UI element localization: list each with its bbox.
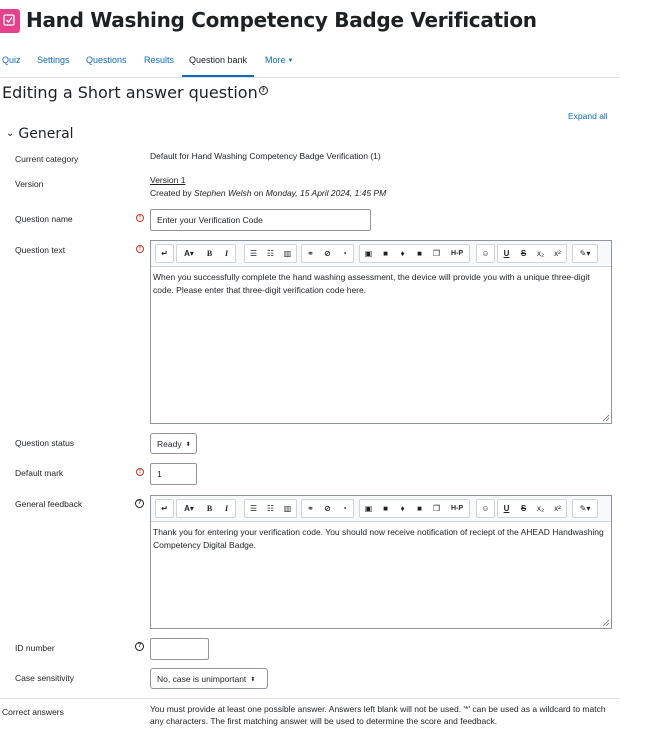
- help-icon[interactable]: ?: [259, 86, 268, 95]
- question-status-label: Question status: [15, 438, 75, 448]
- required-icon: !: [136, 214, 144, 222]
- link-icon[interactable]: ⚭: [307, 504, 314, 513]
- record-video-icon[interactable]: ■: [417, 504, 422, 513]
- underline-icon[interactable]: U: [503, 504, 510, 513]
- page-header: [0, 6, 663, 36]
- unordered-list-icon[interactable]: ☰: [249, 249, 258, 258]
- editor-toolbar: [151, 496, 611, 522]
- help-icon[interactable]: ?: [135, 642, 144, 651]
- tab-results[interactable]: Results: [144, 55, 175, 65]
- unordered-list-icon[interactable]: ☰: [249, 504, 258, 513]
- question-text-editor[interactable]: [150, 240, 612, 424]
- paragraph-icon[interactable]: ↵: [161, 249, 168, 258]
- ordered-list-icon[interactable]: ☷: [266, 504, 275, 513]
- section-general-title: General: [18, 126, 74, 142]
- editor-toolbar: [151, 241, 611, 267]
- required-icon: !: [136, 245, 144, 253]
- correct-answers-instructions: You must provide at least one possible answer. Answers left blank will not be used. '*' can be used as a wildcard to match any characters. The first matching answer will be used to determine the score and feedback.: [150, 704, 606, 726]
- created-date: Monday, 15 April 2024, 1:45 PM: [265, 188, 387, 198]
- tab-more[interactable]: [265, 55, 293, 77]
- created-on: on: [253, 188, 264, 198]
- chevron-down-icon: ⌄: [6, 128, 15, 139]
- current-category-label: Current category: [15, 154, 79, 164]
- subscript-icon[interactable]: x₂: [536, 249, 545, 258]
- version-label: Version: [15, 179, 44, 189]
- italic-icon[interactable]: I: [224, 249, 229, 258]
- select-arrows-icon: ⬍: [250, 677, 256, 683]
- question-text-label: Question text: [15, 245, 66, 255]
- media-manager-icon[interactable]: ❐: [432, 249, 441, 258]
- accessibility-icon[interactable]: ☺: [481, 504, 490, 513]
- question-text-content[interactable]: When you successfully complete the hand washing assessment, the device will provide you with a unique three-digit code. Please enter that three-digit verification code here.: [153, 272, 590, 295]
- ordered-list-icon[interactable]: ☷: [266, 249, 275, 258]
- expand-all-link[interactable]: Expand all: [568, 111, 608, 121]
- emoji-icon[interactable]: ◔: [342, 249, 347, 258]
- general-feedback-label: General feedback: [15, 499, 83, 509]
- editing-heading-text: Editing a Short answer question: [2, 83, 258, 102]
- tab-question-bank[interactable]: Question bank: [182, 55, 254, 77]
- default-mark-label: Default mark: [15, 468, 64, 478]
- divider: [0, 698, 620, 699]
- select-arrows-icon: ⬍: [185, 442, 191, 448]
- tab-more-label: More: [265, 55, 286, 65]
- question-name-label: Question name: [15, 214, 73, 224]
- image-icon[interactable]: ▣: [364, 504, 373, 513]
- bold-icon[interactable]: B: [206, 504, 213, 513]
- h5p-icon[interactable]: H-P: [450, 505, 464, 512]
- case-sensitivity-label: Case sensitivity: [15, 673, 75, 683]
- page-title: Hand Washing Competency Badge Verification: [26, 8, 537, 32]
- microphone-icon[interactable]: ♦: [400, 504, 405, 513]
- help-icon[interactable]: ?: [135, 499, 144, 508]
- created-author: Stephen Welsh: [193, 188, 252, 198]
- table-icon[interactable]: ▥: [283, 249, 292, 258]
- italic-icon[interactable]: I: [224, 504, 229, 513]
- case-sensitivity-select[interactable]: [150, 668, 268, 689]
- question-name-input[interactable]: [150, 209, 371, 231]
- microphone-icon[interactable]: ♦: [400, 249, 405, 258]
- accessibility-icon[interactable]: ☺: [481, 249, 490, 258]
- section-general-toggle[interactable]: [6, 126, 74, 142]
- default-mark-input[interactable]: [150, 463, 197, 485]
- image-icon[interactable]: ▣: [364, 249, 373, 258]
- unlink-icon[interactable]: ⊘: [324, 504, 331, 513]
- underline-icon[interactable]: U: [503, 249, 510, 258]
- strikethrough-icon[interactable]: S: [520, 249, 527, 258]
- video-icon[interactable]: ■: [383, 504, 388, 513]
- font-icon[interactable]: A▾: [184, 249, 194, 258]
- tab-settings[interactable]: Settings: [37, 55, 70, 65]
- correct-answers-label: Correct answers: [2, 707, 64, 717]
- unlink-icon[interactable]: ⊘: [324, 249, 331, 258]
- created-by: [150, 188, 386, 198]
- general-feedback-content[interactable]: Thank you for entering your verification code. You should now receive notification of reciept of the AHEAD Handwashing Competency Digital Badge.: [153, 527, 604, 550]
- current-category-value: Default for Hand Washing Competency Badge Verification (1): [150, 151, 381, 161]
- clear-format-icon[interactable]: ✎▾: [579, 504, 591, 513]
- id-number-input[interactable]: [150, 638, 209, 660]
- clear-format-icon[interactable]: ✎▾: [579, 249, 591, 258]
- link-icon[interactable]: ⚭: [307, 249, 314, 258]
- quiz-icon: [0, 9, 20, 33]
- general-feedback-editor[interactable]: [150, 495, 612, 629]
- secondary-navigation: [0, 50, 620, 78]
- table-icon[interactable]: ▥: [283, 504, 292, 513]
- emoji-icon[interactable]: ◔: [342, 504, 347, 513]
- chevron-down-icon: ▼: [287, 58, 294, 64]
- strikethrough-icon[interactable]: S: [520, 504, 527, 513]
- superscript-icon[interactable]: x²: [554, 249, 561, 258]
- resize-handle-icon[interactable]: [602, 619, 610, 627]
- paragraph-icon[interactable]: ↵: [161, 504, 168, 513]
- font-icon[interactable]: A▾: [184, 504, 194, 513]
- question-status-select[interactable]: [150, 433, 197, 454]
- resize-handle-icon[interactable]: [602, 414, 610, 422]
- version-value: Version 1: [150, 175, 186, 185]
- h5p-icon[interactable]: H-P: [450, 250, 464, 257]
- created-prefix: Created by: [150, 188, 192, 198]
- tab-questions[interactable]: Questions: [86, 55, 127, 65]
- question-status-value: Ready: [157, 439, 182, 449]
- media-manager-icon[interactable]: ❐: [432, 504, 441, 513]
- superscript-icon[interactable]: x²: [554, 504, 561, 513]
- required-icon: !: [136, 468, 144, 476]
- bold-icon[interactable]: B: [206, 249, 213, 258]
- record-video-icon[interactable]: ■: [417, 249, 422, 258]
- case-sensitivity-value: No, case is unimportant: [157, 674, 247, 684]
- id-number-label: ID number: [15, 643, 55, 653]
- subscript-icon[interactable]: x₂: [536, 504, 545, 513]
- video-icon[interactable]: ■: [383, 249, 388, 258]
- tab-quiz[interactable]: Quiz: [2, 55, 21, 65]
- editing-heading: [2, 83, 268, 102]
